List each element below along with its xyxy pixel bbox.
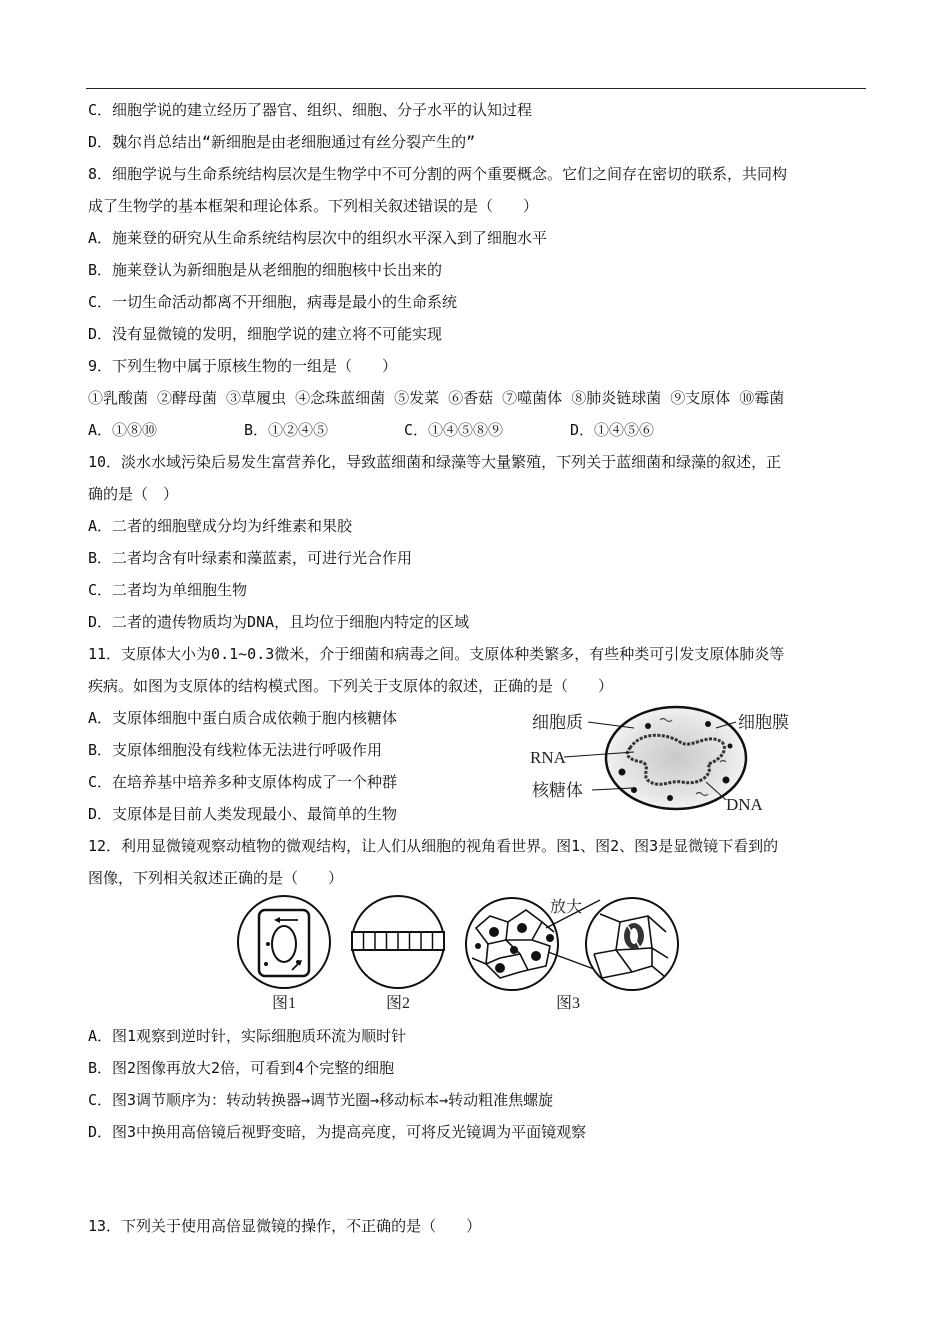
q9-option-d: D．①④⑤⑥ — [570, 421, 655, 439]
q9-stem: 9．下列生物中属于原核生物的一组是（ ） — [88, 357, 398, 375]
q13-stem: 13．下列关于使用高倍显微镜的操作，不正确的是（ ） — [88, 1217, 482, 1235]
q11-option-c: C．在培养基中培养多种支原体构成了一个种群 — [88, 773, 398, 791]
caption-figure-3: 图3 — [556, 995, 581, 1012]
q10-option-b: B．二者均含有叶绿素和藻蓝素，可进行光合作用 — [88, 549, 413, 567]
ribosome — [728, 744, 733, 749]
figure-2 — [352, 896, 444, 988]
label-cell-membrane: 细胞膜 — [738, 713, 789, 732]
q10-option-c: C．二者均为单细胞生物 — [88, 581, 248, 599]
ribosome — [619, 769, 626, 776]
q12-option-a: A．图1观察到逆时针，实际细胞质环流为顺时针 — [88, 1027, 407, 1045]
q8-option-c: C．一切生命活动都离不开细胞，病毒是最小的生命系统 — [88, 293, 458, 311]
caption-figure-1: 图1 — [272, 995, 297, 1012]
mycoplasma-diagram — [530, 702, 860, 814]
q9-option-a: A．①⑧⑩ — [88, 421, 158, 439]
q11-option-b: B．支原体细胞没有线粒体无法进行呼吸作用 — [88, 741, 383, 759]
q9-option-c: C．①④⑤⑧⑨ — [404, 421, 504, 439]
q10-stem-line-1: 10．淡水水域污染后易发生富营养化，导致蓝细菌和绿藻等大量繁殖，下列关于蓝细菌和绿藻的叙述，正 — [88, 453, 782, 471]
q8-option-d: D．没有显微镜的发明，细胞学说的建立将不可能实现 — [88, 325, 443, 343]
header-rule — [86, 88, 866, 89]
q8-stem-line-2: 成了生物学的基本框架和理论体系。下列相关叙述错误的是（ ） — [88, 197, 539, 215]
magnify-label: 放大 — [550, 899, 583, 916]
q9-option-b: B．①②④⑤ — [244, 421, 329, 439]
q12-stem-line-1: 12．利用显微镜观察动植物的微观结构，让人们从细胞的视角看世界。图1、图2、图3是显微镜下看到的 — [88, 837, 779, 855]
q10-option-d: D．二者的遗传物质均为DNA，且均位于细胞内特定的区域 — [88, 613, 470, 631]
q11-option-d: D．支原体是目前人类发现最小、最简单的生物 — [88, 805, 398, 823]
ribosome — [705, 721, 711, 727]
label-cytoplasm: 细胞质 — [532, 713, 583, 732]
q11-option-a: A．支原体细胞中蛋白质合成依赖于胞内核糖体 — [88, 709, 398, 727]
q11-stem-line-2: 疾病。如图为支原体的结构模式图。下列关于支原体的叙述，正确的是（ ） — [88, 677, 614, 695]
figure-3-high-power — [586, 898, 678, 990]
label-ribosome: 核糖体 — [532, 781, 583, 800]
ribosome — [723, 777, 730, 784]
q8-stem-line-1: 8．细胞学说与生命系统结构层次是生物学中不可分割的两个重要概念。它们之间存在密切的联系，共同构 — [88, 165, 788, 183]
q9-items: ①乳酸菌 ②酵母菌 ③草履虫 ④念珠蓝细菌 ⑤发菜 ⑥香菇 ⑦噬菌体 ⑧肺炎链球菌 ⑨支原体 ⑩霉菌 — [88, 389, 785, 407]
ribosome — [645, 723, 651, 729]
q7-option-c: C．细胞学说的建立经历了器官、组织、细胞、分子水平的认知过程 — [88, 101, 533, 119]
q8-option-b: B．施莱登认为新细胞是从老细胞的细胞核中长出来的 — [88, 261, 443, 279]
q7-option-d: D．魏尔肖总结出“新细胞是由老细胞通过有丝分裂产生的” — [88, 133, 476, 151]
label-rna: RNA — [530, 748, 566, 767]
q12-option-d: D．图3中换用高倍镜后视野变暗，为提高亮度，可将反光镜调为平面镜观察 — [88, 1123, 587, 1141]
q12-option-b: B．图2图像再放大2倍，可看到4个完整的细胞 — [88, 1059, 395, 1077]
microscope-figures — [228, 892, 688, 1016]
q12-option-c: C．图3调节顺序为：转动转换器→调节光圈→移动标本→转动粗准焦螺旋 — [88, 1091, 554, 1109]
ribosome — [667, 795, 673, 801]
figure-1 — [238, 896, 330, 988]
q11-stem-line-1: 11．支原体大小为0.1~0.3微米，介于细菌和病毒之间。支原体种类繁多，有些种类可引发支原体肺炎等 — [88, 645, 785, 663]
q8-option-a: A．施莱登的研究从生命系统结构层次中的组织水平深入到了细胞水平 — [88, 229, 548, 247]
cell-membrane — [606, 707, 746, 809]
caption-figure-2: 图2 — [386, 995, 411, 1012]
q10-stem-line-2: 确的是（ ） — [88, 485, 179, 503]
q10-option-a: A．二者的细胞壁成分均为纤维素和果胶 — [88, 517, 353, 535]
q12-stem-line-2: 图像，下列相关叙述正确的是（ ） — [88, 869, 344, 887]
label-dna: DNA — [726, 795, 763, 814]
figure-3-low-power — [466, 898, 558, 990]
